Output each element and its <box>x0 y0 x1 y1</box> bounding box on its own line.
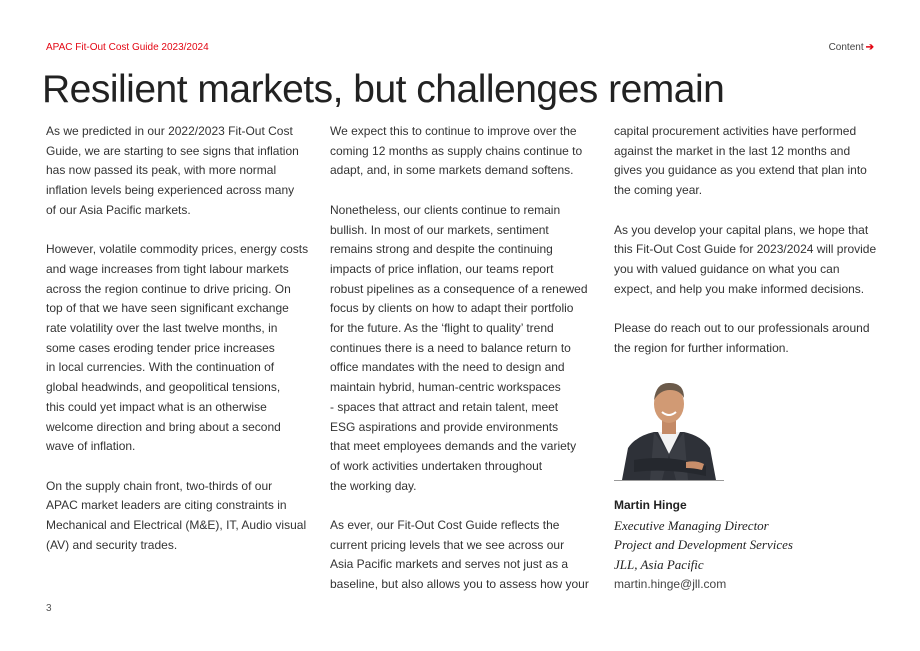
portrait-photo <box>614 376 724 481</box>
page-number: 3 <box>46 603 52 614</box>
signatory-email[interactable]: martin.hinge@jll.com <box>614 576 727 591</box>
text-column-1 <box>46 122 314 575</box>
paragraph: Nonetheless, our clients continue to remain bullish. In most of our markets, sentiment remains strong and despite the continuing impacts of price inflation, our teams report robust pipelines as a consequence of a renewed focus by clients on how to adapt their portfolio for the future. As the ‘flight to quality’ trend continues there is a need to balance return to office mandates with the need to design and maintain hybrid, human-centric workspaces - spaces that attract and retain talent, meet ESG aspirations and provide environments that meet employees demands and the variety of work activities undertaken throughout the working day. <box>330 202 588 493</box>
page-title: Resilient markets, but challenges remain <box>42 68 725 111</box>
signatory-company: JLL, Asia Pacific <box>614 557 704 573</box>
signatory-department: Project and Development Services <box>614 537 793 553</box>
paragraph: We expect this to continue to improve over the coming 12 months as supply chains continue to adapt, and, in some markets demand softens. <box>330 124 583 178</box>
signatory-name: Martin Hinge <box>614 498 687 512</box>
paragraph: However, volatile commodity prices, energy costs and wage increases from tight labour markets across the region continue to drive pricing. On top of that we have seen significant exchange rate volatility over the last twelve months, in some cases eroding tender price increases in local currencies. With the continuation of global headwinds, and geopolitical tensions, this could yet impact what is an otherwise welcome direction and bring about a second wave of inflation. <box>46 242 309 454</box>
arrow-right-icon: ➔ <box>865 42 874 53</box>
paragraph: Please do reach out to our professionals around the region for further information. <box>614 321 870 355</box>
text-column-3 <box>614 122 882 378</box>
text-column-2 <box>330 122 598 615</box>
paragraph: As we predicted in our 2022/2023 Fit-Out Cost Guide, we are starting to see signs that inflation has now passed its peak, with more normal inflation levels being experienced across many of our Asia Pacific markets. <box>46 124 299 217</box>
content-link[interactable] <box>829 42 874 53</box>
signatory-title: Executive Managing Director <box>614 517 769 533</box>
document-header-title: APAC Fit-Out Cost Guide 2023/2024 <box>46 42 209 53</box>
paragraph: On the supply chain front, two-thirds of our APAC market leaders are citing constraints in Mechanical and Electrical (M&E), IT, Audio visual (AV) and security trades. <box>46 478 307 552</box>
signature-block <box>614 496 793 595</box>
paragraph: As ever, our Fit-Out Cost Guide reflects the current pricing levels that we see across our Asia Pacific markets and serves not just as a baseline, but also allows you to assess how your <box>330 518 589 592</box>
paragraph: capital procurement activities have performed against the market in the last 12 months and gives you guidance as you extend that plan into the coming year. <box>614 124 867 198</box>
paragraph: As you develop your capital plans, we hope that this Fit-Out Cost Guide for 2023/2024 will provide you with valued guidance on what you can expect, and help you make informed decisions. <box>614 222 877 296</box>
content-link-label: Content <box>828 42 864 53</box>
